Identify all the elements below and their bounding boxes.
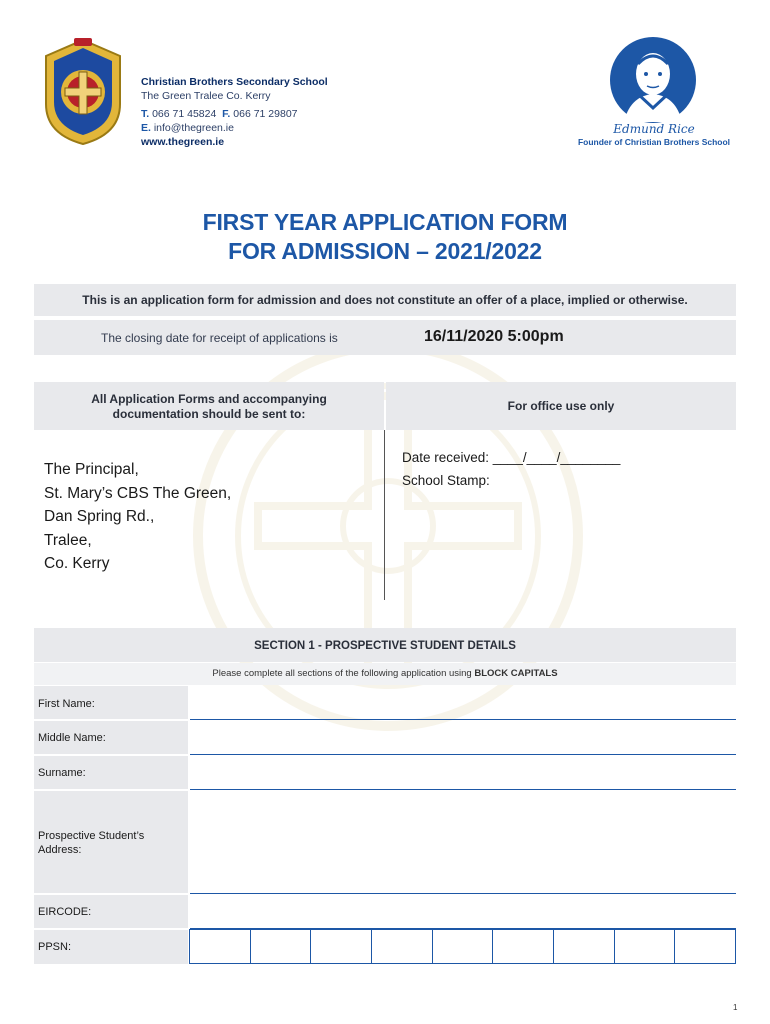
school-name: Christian Brothers Secondary School bbox=[141, 76, 328, 88]
school-address: The Green Tralee Co. Kerry bbox=[141, 90, 271, 102]
school-contact-block bbox=[141, 75, 328, 149]
ppsn-cell[interactable] bbox=[433, 930, 494, 963]
section1-instructions bbox=[34, 663, 736, 685]
field-label-column bbox=[34, 686, 188, 964]
ppsn-cell[interactable] bbox=[554, 930, 615, 963]
first-name-input[interactable] bbox=[190, 719, 736, 720]
row-separator bbox=[34, 719, 188, 721]
mailing-address-line: The Principal, bbox=[44, 461, 139, 478]
row-separator bbox=[34, 754, 188, 756]
contact-email bbox=[141, 121, 328, 135]
row-separator bbox=[34, 789, 188, 791]
middle-name-input[interactable] bbox=[190, 754, 736, 755]
instructions-emphasis: BLOCK CAPITALS bbox=[474, 668, 558, 679]
first-name-label: First Name: bbox=[38, 698, 95, 710]
form-title-line2: FOR ADMISSION – 2021/2022 bbox=[228, 238, 542, 264]
ppsn-cell[interactable] bbox=[251, 930, 312, 963]
middle-name-label: Middle Name: bbox=[38, 732, 106, 744]
date-received-field: Date received: ____/____/________ bbox=[402, 450, 621, 465]
closing-date-value: 16/11/2020 5:00pm bbox=[424, 328, 564, 345]
eircode-label: EIRCODE: bbox=[38, 906, 92, 918]
closing-date-label: The closing date for receipt of applications is bbox=[101, 331, 338, 345]
mailing-address-line: Tralee, bbox=[44, 531, 92, 549]
founder-role: Founder of Christian Brothers School bbox=[577, 137, 731, 147]
address-label-line1: Prospective Student’s bbox=[38, 830, 145, 842]
mailing-header-line1: All Application Forms and accompanying bbox=[91, 392, 327, 406]
tel-label: T. bbox=[141, 108, 150, 120]
fax-number: 066 71 29807 bbox=[233, 108, 298, 120]
ppsn-cell[interactable] bbox=[493, 930, 554, 963]
section1-title: SECTION 1 - PROSPECTIVE STUDENT DETAILS bbox=[34, 628, 736, 662]
form-title-line1: FIRST YEAR APPLICATION FORM bbox=[202, 209, 568, 235]
address-label bbox=[38, 829, 144, 857]
school-crest-icon bbox=[40, 36, 126, 148]
school-stamp-field: School Stamp: bbox=[402, 473, 490, 488]
office-use-block bbox=[402, 446, 620, 492]
school-website: www.thegreen.ie bbox=[141, 136, 225, 148]
ppsn-cell[interactable] bbox=[190, 930, 251, 963]
office-use-header: For office use only bbox=[386, 382, 736, 430]
admission-notice: This is an application form for admission and does not constitute an offer of a place, implied or otherwise. bbox=[34, 284, 736, 316]
closing-date-row bbox=[34, 320, 736, 355]
mailing-address-line: St. Mary’s CBS The Green, bbox=[44, 484, 232, 502]
mailing-header bbox=[34, 382, 384, 430]
row-separator bbox=[34, 893, 188, 895]
mailing-header-line2: documentation should be sent to: bbox=[112, 407, 306, 421]
founder-name: Edmund Rice bbox=[613, 122, 695, 136]
ppsn-cell[interactable] bbox=[372, 930, 433, 963]
mailing-address bbox=[44, 458, 231, 576]
address-label-line2: Address: bbox=[38, 844, 82, 856]
edmund-rice-portrait-icon bbox=[608, 36, 698, 124]
ppsn-input-grid bbox=[189, 929, 736, 964]
ppsn-cell[interactable] bbox=[675, 930, 735, 963]
column-divider bbox=[384, 430, 385, 600]
email-label: E. bbox=[141, 122, 151, 134]
instructions-text: Please complete all sections of the following application using bbox=[212, 668, 475, 679]
page-number: 1 bbox=[733, 1003, 738, 1012]
address-input[interactable] bbox=[190, 893, 736, 894]
ppsn-cell[interactable] bbox=[311, 930, 372, 963]
ppsn-label: PPSN: bbox=[38, 941, 72, 953]
surname-input[interactable] bbox=[190, 789, 736, 790]
surname-label: Surname: bbox=[38, 767, 86, 779]
contact-phone-fax bbox=[141, 107, 328, 121]
tel-number: 066 71 45824 bbox=[152, 108, 217, 120]
email-address: info@thegreen.ie bbox=[153, 122, 234, 134]
row-separator bbox=[34, 928, 188, 930]
fax-label: F. bbox=[222, 108, 231, 120]
ppsn-cell[interactable] bbox=[615, 930, 676, 963]
mailing-address-line: Co. Kerry bbox=[44, 555, 110, 572]
mailing-address-line: Dan Spring Rd., bbox=[44, 508, 155, 525]
